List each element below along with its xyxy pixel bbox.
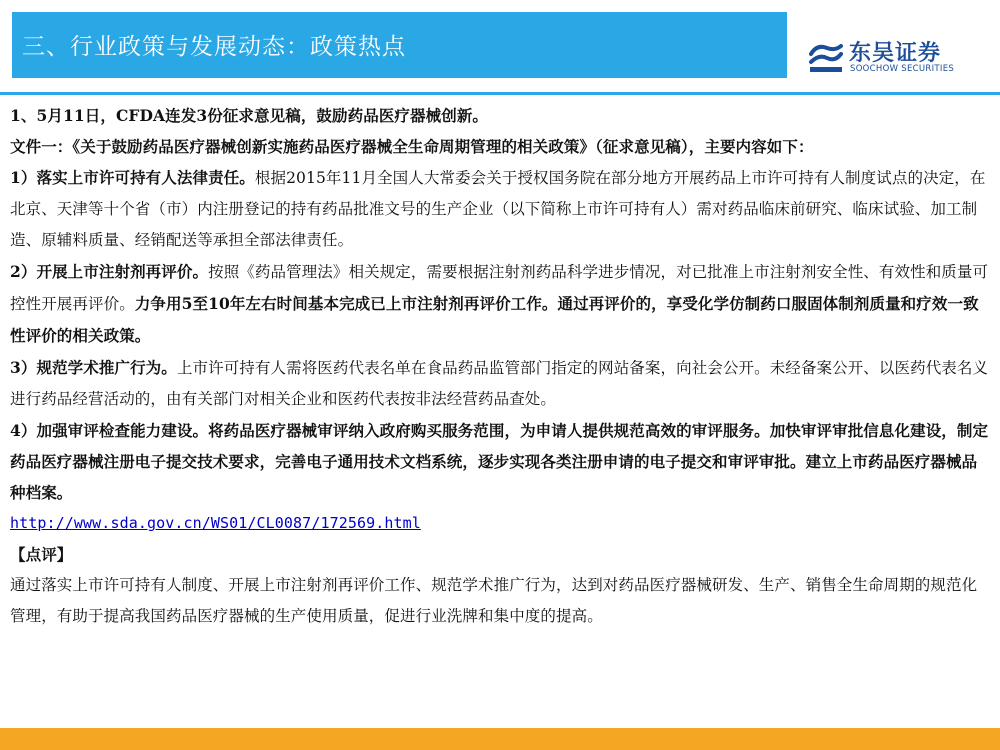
policy-item-2-highlight: 力争用5至10年左右时间基本完成已上市注射剂再评价工作。通过再评价的，享受化学仿制药口服固体制剂质量和疗效一致性评价的相关政策。 (10, 294, 979, 345)
header-divider (0, 92, 1000, 95)
comment-label: 【点评】 (10, 545, 73, 564)
policy-item-1 (10, 162, 992, 256)
policy-item-3-title: 3）规范学术推广行为。 (10, 358, 177, 377)
policy-item-1-text: 根据2015年11月全国人大常委会关于授权国务院在部分地方开展药品上市许可持有人制度试点的决定，在北京、天津等十个省（市）内注册登记的持有药品批准文号的生产企业（以下简称上市许可持有人）需对药品临床前研究、临床试验、加工制造、原辅料质量、经销配送等承担全部法律责任。 (10, 169, 986, 249)
source-link-row (10, 508, 992, 539)
comment-text: 通过落实上市许可持有人制度、开展上市注射剂再评价工作、规范学术推广行为，达到对药品医疗器械研发、生产、销售全生命周期的规范化管理，有助于提高我国药品医疗器械的生产使用质量，促进行业洗牌和集中度的提高。 (10, 576, 978, 625)
source-link[interactable]: http://www.sda.gov.cn/WS01/CL0087/172569.html (10, 514, 421, 532)
page-title: 三、行业政策与发展动态：政策热点 (22, 34, 406, 60)
logo-chinese-name: 东吴证券 (849, 41, 942, 66)
document-body (10, 100, 992, 632)
policy-item-2-text: 按照《药品管理法》相关规定，需要根据注射剂药品科学进步情况，对已批准上市注射剂安全性、有效性和质量可控性开展再评价。 (10, 263, 989, 313)
policy-item-4: 4）加强审评检查能力建设。将药品医疗器械审评纳入政府购买服务范围，为申请人提供规范高效的审评服务。加快审评审批信息化建设，制定药品医疗器械注册电子提交技术要求，完善电子通用技术文档系统，逐步实现各类注册申请的电子提交和审评审批。建立上市药品医疗器械品种档案。 (10, 421, 989, 502)
company-logo (807, 36, 987, 78)
policy-item-3 (10, 352, 992, 415)
document-one-intro: 文件一：《关于鼓励药品医疗器械创新实施药品医疗器械全生命周期管理的相关政策》（征求意见稿），主要内容如下： (10, 137, 814, 156)
policy-item-2 (10, 256, 992, 352)
soochow-logo-icon (807, 40, 845, 74)
policy-item-1-title: 1）落实上市许可持有人法律责任。 (10, 168, 255, 187)
news-heading: 1、5月11日，CFDA连发3份征求意见稿，鼓励药品医疗器械创新。 (10, 106, 489, 125)
policy-item-2-title: 2）开展上市注射剂再评价。 (10, 262, 209, 281)
logo-english-name: SOOCHOW SECURITIES (850, 64, 955, 74)
policy-item-3-text: 上市许可持有人需将医药代表名单在食品药品监管部门指定的网站备案，向社会公开。未经备案公开、以医药代表名义进行药品经营活动的，由有关部门对相关企业和医药代表按非法经营药品查处。 (10, 359, 989, 408)
header-bar (12, 12, 787, 78)
footer-bar (0, 728, 1000, 750)
